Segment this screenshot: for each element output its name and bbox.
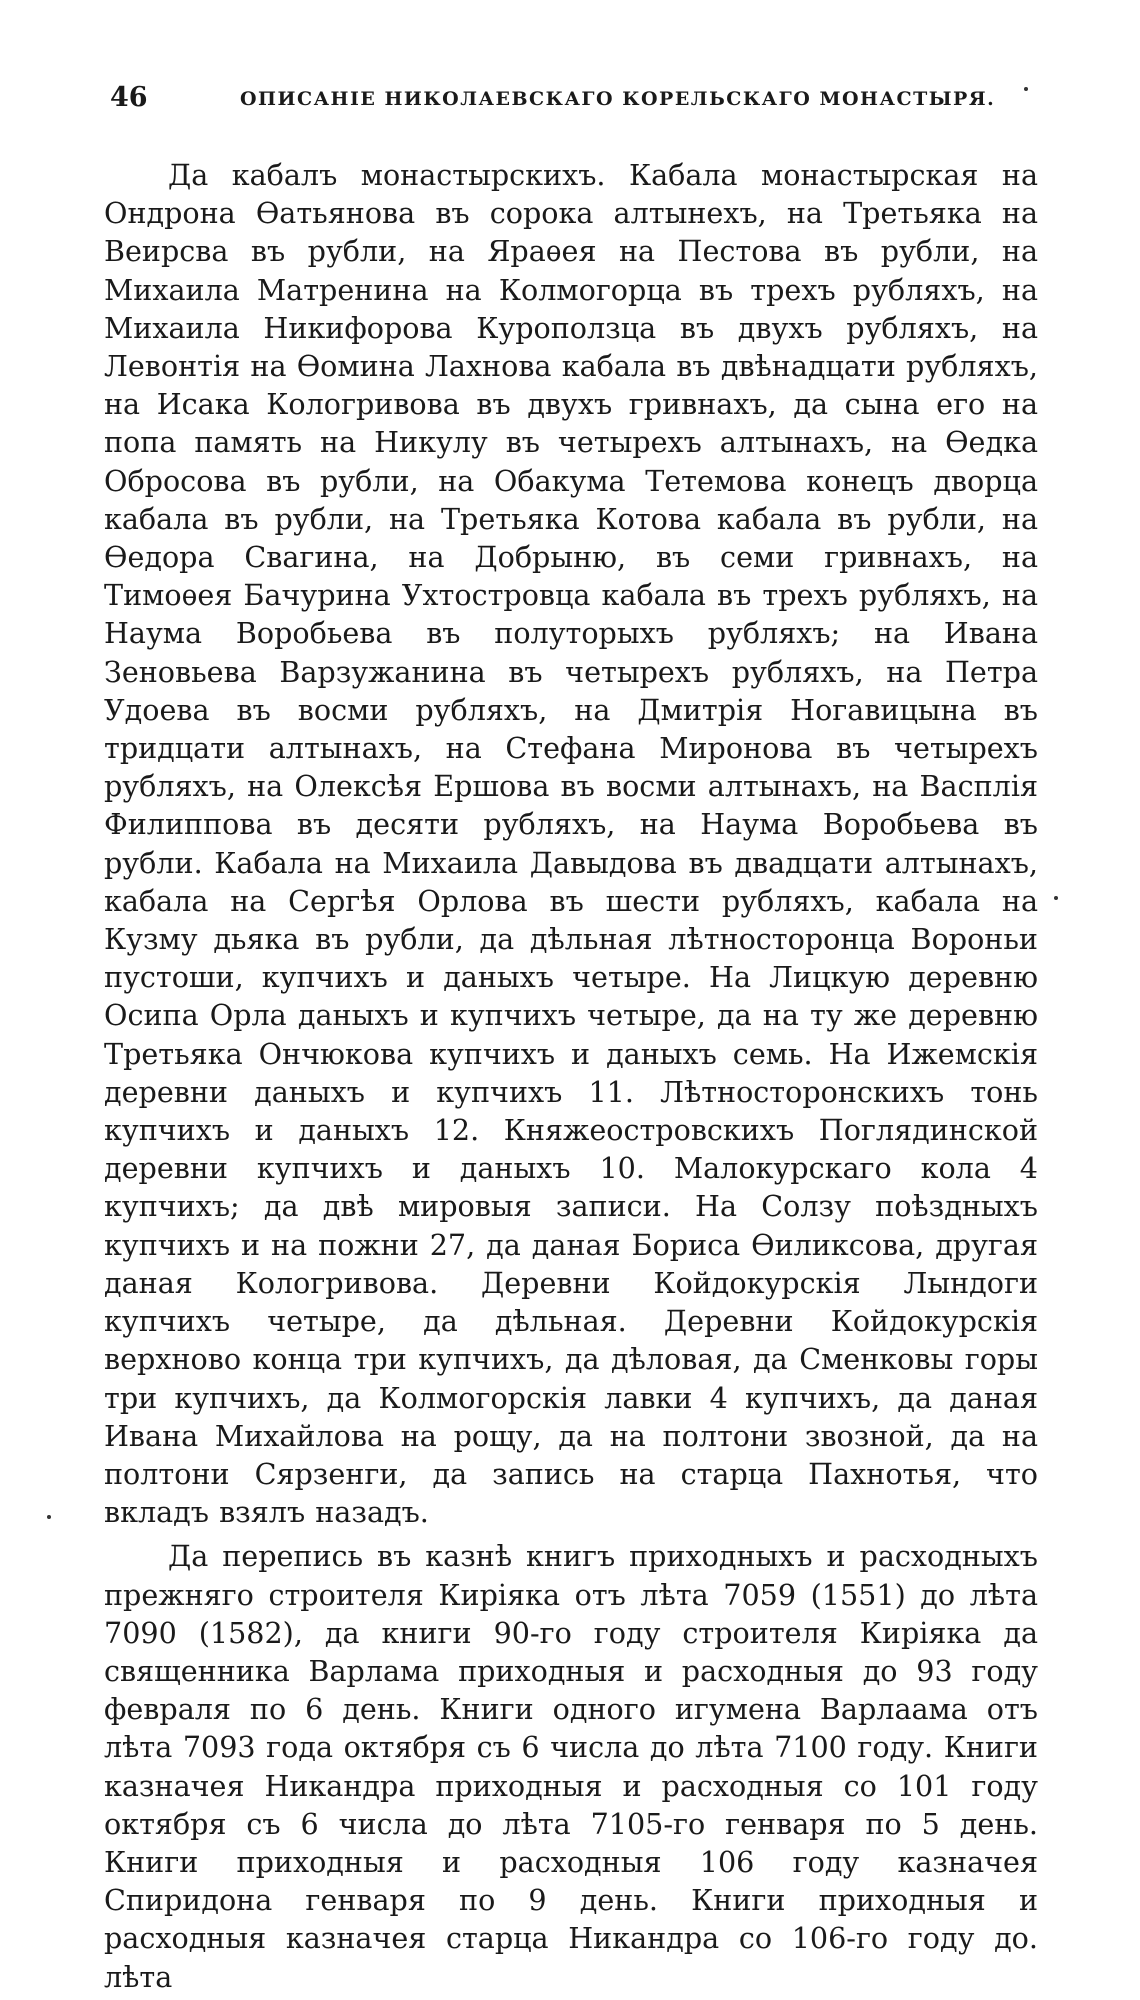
print-speck	[1024, 87, 1028, 91]
paragraph-2: Да перепись въ казнѣ книгъ приходныхъ и расходныхъ прежняго строителя Киріяка отъ лѣта 7059 (1551) до лѣта 7090 (1582), да книги 90-го году строителя Киріяка да священника Варлама приходныя и расходныя до 93 году февраля по 6 день. Книги одного игумена Варлаама отъ лѣта 7093 года октября съ 6 числа до лѣта 7100 году. Книги казначея Никандра приходныя и расходныя со 101 году октября съ 6 числа до лѣта 7105-го генваря по 5 день. Книги приходныя и расходныя 106 году казначея Спиридона генваря по 9 день. Книги приходныя и расходныя казначея старца Никандра со 106-го году до. лѣта	[104, 1539, 1038, 1994]
print-speck	[47, 1515, 51, 1519]
paragraph-1: Да кабалъ монастырскихъ. Кабала монастырская на Ондрона Ѳатьянова въ сорока алтынехъ, на Третьяка на Веирсва въ рубли, на Яраѳея на Пестова въ рубли, на Михаила Матренина на Колмогорца въ трехъ рубляхъ, на Михаила Никифорова Куроползца въ двухъ рубляхъ, на Левонтія на Ѳомина Лахнова кабала въ двѣнадцати рубляхъ, на Исака Кологривова въ двухъ гривнахъ, да сына его на попа память на Никулу въ четырехъ алтынахъ, на Ѳедка Обросова въ рубли, на Обакума Тетемова конецъ дворца кабала въ рубли, на Третьяка Котова кабала въ рубли, на Ѳедора Свагина, на Добрыню, въ семи гривнахъ, на Тимоѳея Бачурина Ухтостровца кабала въ трехъ рубляхъ, на Наума Воробьева въ полуторыхъ рубляхъ; на Ивана Зеновьева Варзужанина въ четырехъ рубляхъ, на Петра Удоева въ восми рубляхъ, на Дмитрія Ногавицына въ тридцати алтынахъ, на Стефана Миронова въ четырехъ рубляхъ, на Олексѣя Ершова въ восми алтынахъ, на Васплія Филиппова въ десяти рубляхъ, на Наума Воробьева въ рубли. Кабала на Михаила Давыдова въ двадцати алтынахъ, кабала на Сергѣя Орлова въ шести рубляхъ, кабала на Кузму дьяка въ рубли, да дѣльная лѣтносторонца Вороньи пустоши, купчихъ и даныхъ четыре. На Лицкую деревню Осипа Орла даныхъ и купчихъ четыре, да на ту же деревню Третьяка Ончюкова купчихъ и даныхъ семь. На Ижемскія деревни даныхъ и купчихъ 11. Лѣтносторонскихъ тонь купчихъ и даныхъ 12. Княжеостровскихъ Поглядинской деревни купчихъ и даныхъ 10. Малокурскаго кола 4 купчихъ; да двѣ мировыя записи. На Солзу поѣздныхъ купчихъ и на пожни 27, да даная Бориса Ѳиликсова, другая даная Кологривова. Деревни Койдокурскія Лындоги купчихъ четыре, да дѣльная. Деревни Койдокурскія верхново конца три купчихъ, да дѣловая, да Сменковы горы три купчихъ, да Колмогорскія лавки 4 купчихъ, да даная Ивана Михайлова на рощу, да на полтони звозной, да на полтони Сярзенги, да запись на старца Пахнотья, что вкладъ взялъ назадъ.	[104, 158, 1038, 1530]
page-header	[104, 78, 1038, 128]
body-text	[104, 156, 1038, 1996]
print-speck	[1054, 896, 1058, 900]
running-title: ОПИСАНІЕ НИКОЛАЕВСКАГО КОРЕЛЬСКАГО МОНАСТЫРЯ.	[240, 88, 996, 110]
page-number: 46	[110, 82, 148, 113]
book-page	[104, 78, 1038, 2000]
